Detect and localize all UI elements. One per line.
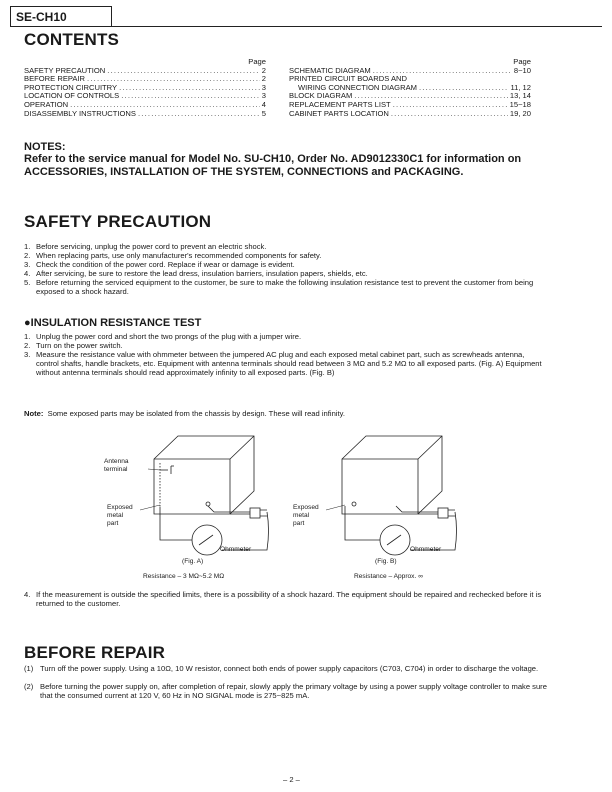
notes-title: NOTES: [24,141,66,153]
fig-a-cabinet [154,436,254,514]
toc-entry-page: 11, 12 [510,82,531,92]
safety-list [24,242,544,296]
toc-left-column [24,58,266,118]
safety-precaution-title: SAFETY PRECAUTION [24,212,212,231]
toc-page-header: Page [248,57,266,66]
notes-body: Refer to the service manual for Model No. SU-CH10, Order No. AD9012330C1 for information on ACCESSORIES, INSTALLATION OF THE SYSTEM, CONNECTIONS and PACKAGING. [24,153,522,178]
insulation-result-item [24,590,544,608]
toc-entry-label: REPLACEMENT PARTS LIST [289,99,391,109]
toc-leader-dots [121,92,260,101]
fig-a-leader-lines [140,469,160,510]
toc-entry-label: PROTECTION CIRCUITRY [24,82,118,92]
fig-b-ohmmeter-label: Ohmmeter [410,546,442,553]
list-item: 4. After servicing, be sure to restore the lead dress, insulation barriers, insulation papers, shields, etc. [24,269,368,278]
note-label: Note: [24,409,44,418]
toc-entry-page: 2 [261,65,266,75]
fig-b-cabinet [342,436,442,514]
toc-entry-label: CABINET PARTS LOCATION [289,108,389,118]
toc-entry-page: 19, 20 [509,108,531,118]
fig-b-screw [352,502,356,506]
toc-entry-label: LOCATION OF CONTROLS [24,91,120,101]
toc-entry-label: SAFETY PRECAUTION [24,65,106,75]
toc-entry-label: DISASSEMBLY INSTRUCTIONS [24,108,136,118]
toc-entry [24,110,266,119]
toc-entry-label: WIRING CONNECTION DIAGRAM [298,82,417,92]
fig-a-antenna-terminal [160,463,174,507]
toc-entry-page: 4 [261,99,266,109]
toc-entry-label: PRINTED CIRCUIT BOARDS AND [289,74,407,84]
fig-b-caption: (Fig. B) [375,558,397,565]
fig-a-resistance: Resistance – 3 MΩ~5.2 MΩ [143,573,225,580]
list-item: 3. Check the condition of the power cord. Replace if wear or damage is evident. [24,260,295,269]
page-number: – 2 – [283,775,300,784]
fig-b-resistance: Resistance – Approx. ∞ [354,573,423,580]
toc-leader-dots [391,110,508,119]
toc-entry-page: 8~10 [513,65,531,75]
contents-title: CONTENTS [24,30,120,49]
list-item: (2) Before turning the power supply on, after completion of repair, slowly apply the primary voltage by using a power supply voltage controller to make sure that the consumed current at 120 V, 60 Hz in NO SIGNAL mode is 275~825 mA. [24,682,547,700]
list-item: 1. Unplug the power cord and short the two prongs of the plug with a jumper wire. [24,332,302,341]
toc-leader-dots [419,84,508,93]
fig-a-caption: (Fig. A) [182,558,204,565]
toc-leader-dots [138,110,260,119]
insulation-test-title: ●INSULATION RESISTANCE TEST [24,317,202,329]
list-item: 2. When replacing parts, use only manufacturer's recommended components for safety. [24,251,322,260]
toc-entry-page: 2 [261,74,266,84]
toc-entry-page: 15~18 [509,99,531,109]
fig-a-ohmmeter-label: Ohmmeter [220,546,252,553]
toc-page-header: Page [513,57,531,66]
before-repair-title: BEFORE REPAIR [24,643,166,662]
fig-a-exposed-label: Exposed metal part [107,504,133,527]
list-item: 4. If the measurement is outside the specified limits, there is a possibility of a shock hazard. The equipment should be repaired and rechecked before it is returned to the customer. [24,590,542,608]
insulation-test-list [24,332,544,377]
toc-entry-page: 3 [261,91,266,101]
fig-b-ohmmeter-icon [380,525,410,555]
list-item: 3. Measure the resistance value with ohmmeter between the jumpered AC plug and each exposed metal cabinet part, such as screwheads antenna, control shafts, handle brackets, etc. Equipment with antenna terminals should read between 3 MΩ and 5.2 MΩ to all exposed parts. (Fig. A) Equipment without antenna terminals should read approximately infinity to all exposed parts. (Fig. B) [24,350,542,377]
toc-entry-page: 3 [261,82,266,92]
fig-a-ohmmeter-icon [192,525,222,555]
toc-entry-label: SCHEMATIC DIAGRAM [289,65,371,75]
toc-entry [289,110,531,119]
model-number-tab: SE-CH10 [10,6,112,26]
list-item: (1) Turn off the power supply. Using a 10Ω, 10 W resistor, connect both ends of power supply capacitors (C703, C704) in order to discharge the voltage. [24,664,539,673]
toc-entry-label: BLOCK DIAGRAM [289,91,353,101]
list-item: 5. Before returning the serviced equipment to the customer, be sure to make the following insulation resistance test to prevent the customer from being exposed to a shock hazard. [24,278,534,296]
toc-leader-dots [393,101,508,110]
toc-leader-dots [107,67,259,76]
fig-a-antenna-label: Antenna terminal [104,458,129,473]
toc-right-column [289,58,531,118]
toc-entry-label: BEFORE REPAIR [24,74,86,84]
fig-b-wiring [345,506,457,550]
toc-entry-page: 13, 14 [509,91,531,101]
before-repair-list [24,664,554,700]
list-item: 1. Before servicing, unplug the power cord to prevent an electric shock. [24,242,267,251]
toc-entry-page: 5 [261,108,266,118]
toc-leader-dots [119,84,260,93]
note-text: Some exposed parts may be isolated from the chassis by design. These will read infinity. [47,409,345,418]
insulation-note [24,409,564,418]
fig-a-wiring [160,506,269,550]
list-item: 2. Turn on the power switch. [24,341,123,350]
fig-b-exposed-label: Exposed metal part [293,504,319,527]
fig-a-screw [206,502,210,506]
toc-entry-label: OPERATION [24,99,69,109]
header-rule [10,26,602,27]
